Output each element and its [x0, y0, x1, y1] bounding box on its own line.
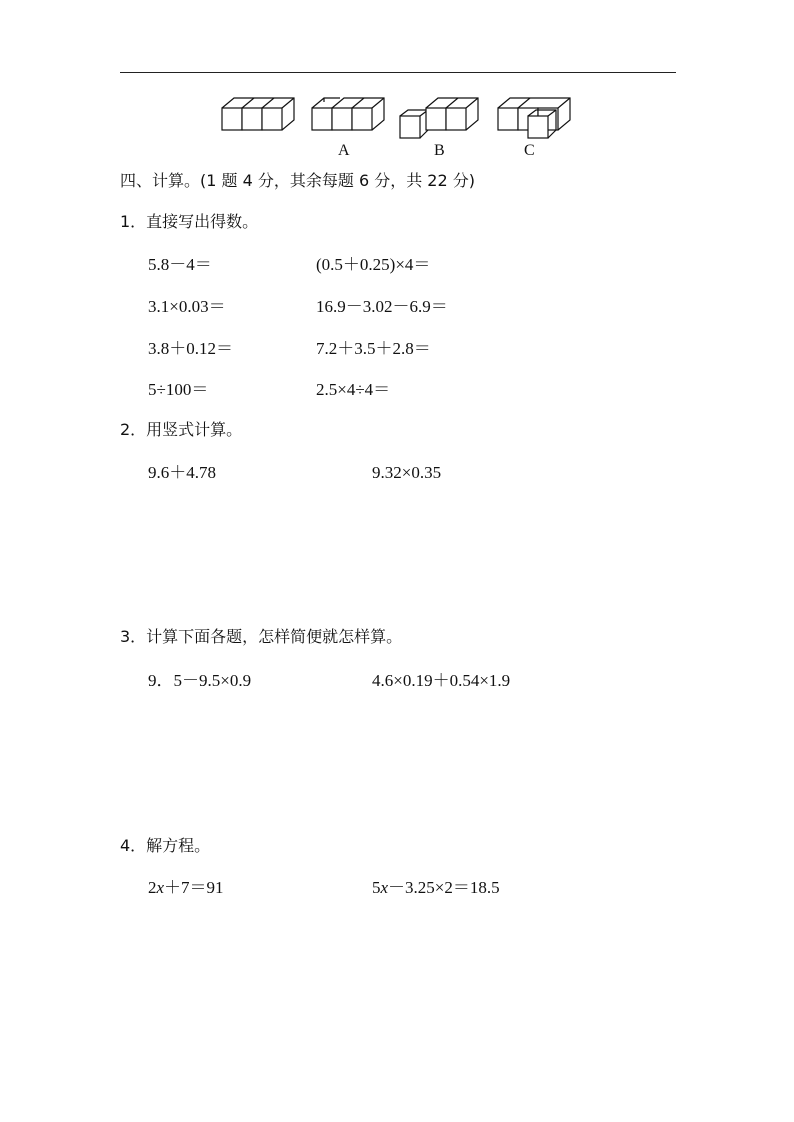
eq1-rest: ＋7＝91 — [164, 878, 224, 897]
q1-item-3: 3.1×0.03＝ — [148, 297, 226, 316]
q1-title: 1．直接写出得数。 — [120, 212, 259, 231]
header-rule — [120, 72, 676, 73]
eq2-variable: x — [380, 878, 389, 897]
q4-equation-2 — [372, 879, 500, 896]
q3-title: 3．计算下面各题，怎样简便就怎样算。 — [120, 627, 403, 646]
option-a-label: A — [338, 142, 350, 159]
q2-title: 2．用竖式计算。 — [120, 420, 243, 439]
eq2-coefficient: 5 — [372, 878, 381, 897]
cube-views-drawing — [216, 92, 586, 144]
eq2-rest: －3.25×2＝18.5 — [388, 878, 500, 897]
q1-item-6: 7.2＋3.5＋2.8＝ — [316, 339, 431, 358]
q3-item-1: 9．5－9.5×0.9 — [148, 671, 252, 690]
q1-item-2: (0.5＋0.25)×4＝ — [316, 255, 431, 274]
q2-item-2: 9.32×0.35 — [372, 463, 442, 482]
section-heading: 四、计算。(1 题 4 分，其余每题 6 分，共 22 分) — [120, 171, 475, 190]
q2-item-1: 9.6＋4.78 — [148, 463, 216, 482]
option-c-shape — [498, 98, 570, 138]
cube-views-figure — [216, 92, 586, 162]
q4-equation-1 — [148, 879, 224, 896]
q3-item-2: 4.6×0.19＋0.54×1.9 — [372, 671, 511, 690]
eq1-variable: x — [156, 878, 165, 897]
original-cube-row — [222, 98, 294, 130]
option-b-label: B — [434, 142, 445, 159]
option-a-shape — [312, 98, 384, 130]
q1-item-1: 5.8－4＝ — [148, 255, 212, 274]
eq1-coefficient: 2 — [148, 878, 157, 897]
q1-item-4: 16.9－3.02－6.9＝ — [316, 297, 448, 316]
q1-item-5: 3.8＋0.12＝ — [148, 339, 233, 358]
q1-item-7: 5÷100＝ — [148, 380, 209, 399]
q1-item-8: 2.5×4÷4＝ — [316, 380, 391, 399]
q4-title: 4．解方程。 — [120, 836, 211, 855]
option-b-shape — [400, 98, 478, 138]
option-c-label: C — [524, 142, 535, 159]
